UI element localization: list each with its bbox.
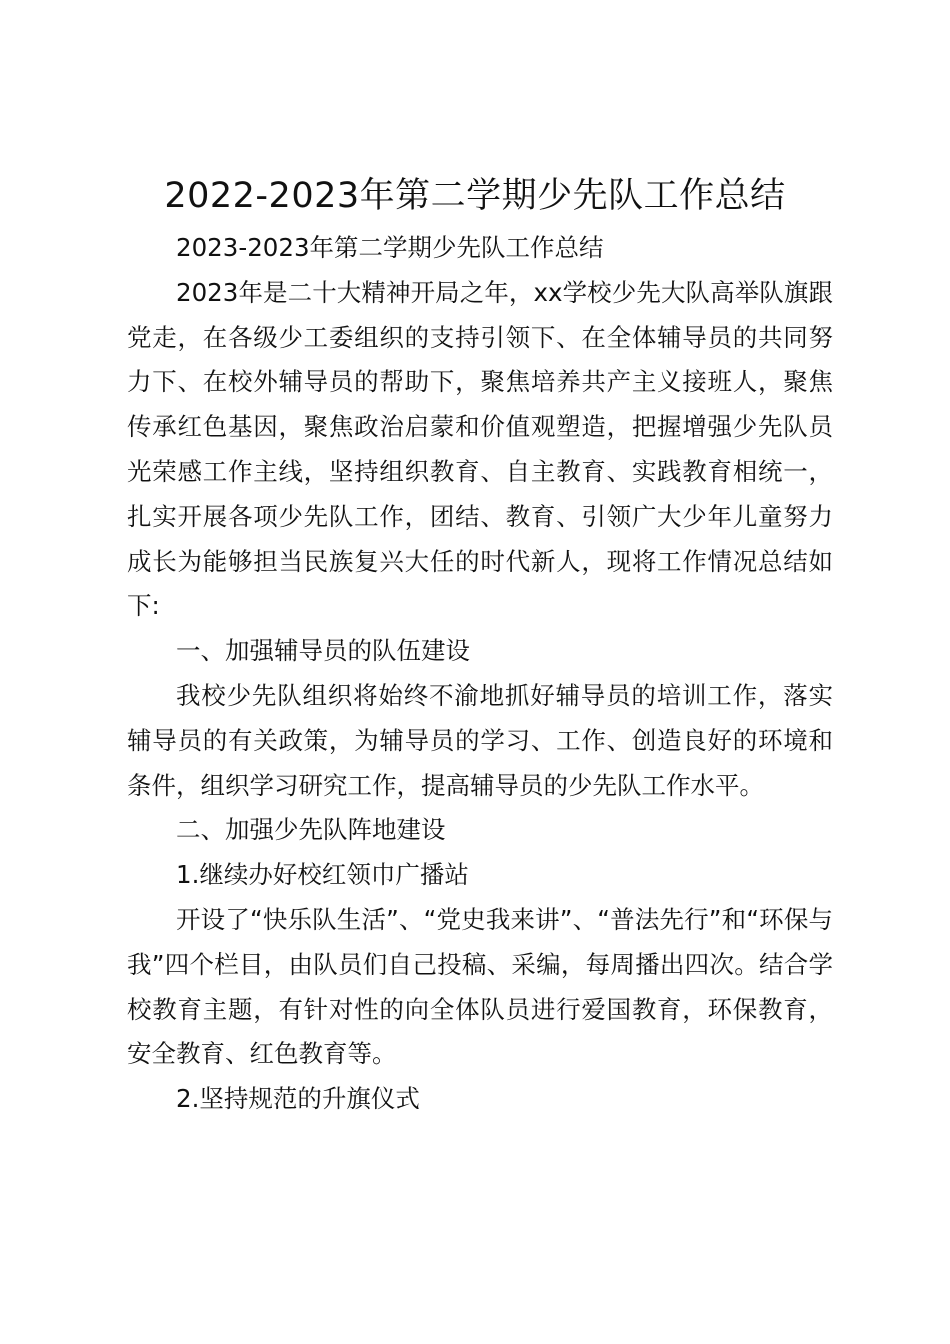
subsection-2-1-paragraph: 开设了“快乐队生活”、“党史我来讲”、“普法先行”和“环保与我”四个栏目，由队员们自己投稿、采编，每周播出四次。结合学校教育主题，有针对性的向全体队员进行爱国教育，环保教育，安全教育、红色教育等。 bbox=[127, 904, 833, 1069]
intro-paragraph: 2023年是二十大精神开局之年，xx学校少先大队高举队旗跟党走，在各级少工委组织的支持引领下、在全体辅导员的共同努力下、在校外辅导员的帮助下，聚焦培养共产主义接班人，聚焦传承红色基因，聚焦政治启蒙和价值观塑造，把握增强少先队员光荣感工作主线，坚持组织教育、自主教育、实践教育相统一，扎实开展各项少先队工作，团结、教育、引领广大少年儿童努力成长为能够担当民族复兴大任的时代新人，现将工作情况总结如下: bbox=[127, 277, 833, 621]
subsection-heading-2-1: 1.继续办好校红领巾广播站 bbox=[176, 860, 469, 890]
section-heading-1: 一、加强辅导员的队伍建设 bbox=[176, 636, 470, 666]
subtitle-paragraph: 2023-2023年第二学期少先队工作总结 bbox=[176, 233, 604, 262]
document-body bbox=[127, 226, 833, 1122]
section-heading-2: 二、加强少先队阵地建设 bbox=[176, 815, 446, 845]
document-title: 2022-2023年第二学期少先队工作总结 bbox=[164, 176, 786, 216]
section-1-paragraph: 我校少先队组织将始终不渝地抓好辅导员的培训工作，落实辅导员的有关政策，为辅导员的学习、工作、创造良好的环境和条件，组织学习研究工作，提高辅导员的少先队工作水平。 bbox=[127, 680, 833, 800]
subsection-heading-2-2: 2.坚持规范的升旗仪式 bbox=[176, 1084, 420, 1114]
